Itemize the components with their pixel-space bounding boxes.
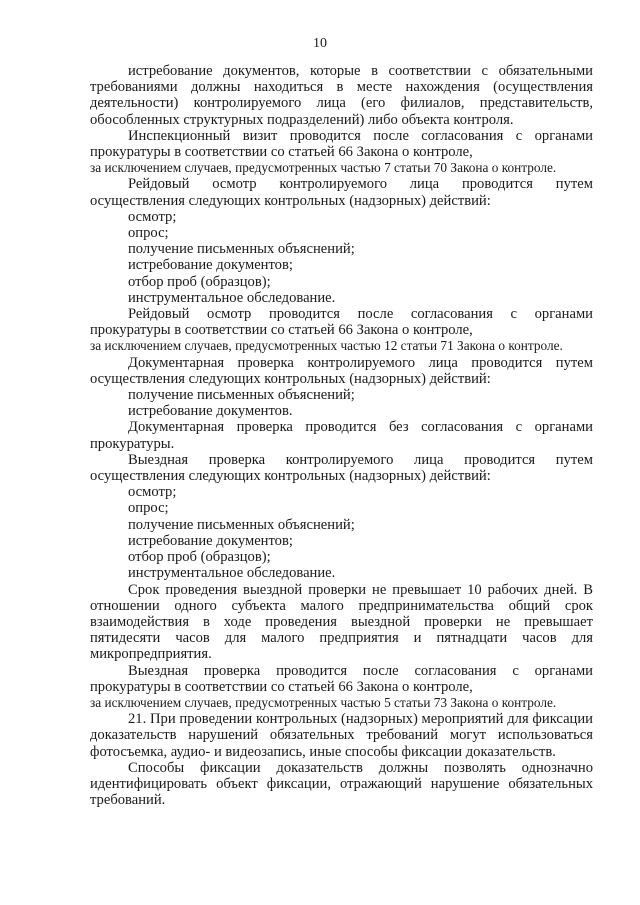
paragraph: за исключением случаев, предусмотренных частью 7 статьи 70 Закона о контроле. — [90, 160, 557, 176]
list-item: отбор проб (образцов); — [128, 273, 271, 290]
list-item: осмотр; — [128, 484, 177, 501]
list-item: получение письменных объяснений; — [128, 387, 355, 404]
list-item: получение письменных объяснений; — [128, 516, 355, 533]
paragraph: Рейдовый осмотр контролируемого лица проводится путем осуществления следующих контрольных (надзорных) действий: — [90, 176, 593, 209]
paragraph: Рейдовый осмотр проводится после согласования с органами прокуратуры в соответствии со статьей 66 Закона о контроле, — [90, 306, 593, 339]
list-item: инструментальное обследование. — [128, 289, 336, 306]
list-item: опрос; — [128, 500, 169, 517]
paragraph: Срок проведения выездной проверки не превышает 10 рабочих дней. В отношении одного субъекта малого предпринимательства общий срок взаимодействия в ходе проведения выездной проверки не превышает пятидесяти часов для малого предприятия и пятнадцати часов для микропредприятия. — [90, 581, 593, 663]
list-item: отбор проб (образцов); — [128, 549, 271, 566]
list-item: истребование документов; — [128, 532, 293, 549]
paragraph: за исключением случаев, предусмотренных частью 5 статьи 73 Закона о контроле. — [90, 694, 557, 710]
paragraph: истребование документов, которые в соответствии с обязательными требованиями должны находиться в месте нахождения (осуществления деятельности) контролируемого лица (его филиалов, представительств, обособленных структурных подразделений) либо объекта контроля. — [90, 63, 593, 128]
paragraph: Выездная проверка проводится после согласования с органами прокуратуры в соответствии со статьей 66 Закона о контроле, — [90, 662, 593, 695]
list-item: истребование документов; — [128, 257, 293, 274]
page-number: 10 — [313, 36, 327, 51]
paragraph: Документарная проверка контролируемого лица проводится путем осуществления следующих контрольных (надзорных) действий: — [90, 354, 593, 387]
list-item: осмотр; — [128, 208, 177, 225]
list-item: получение письменных объяснений; — [128, 241, 355, 258]
paragraph: за исключением случаев, предусмотренных частью 12 статьи 71 Закона о контроле. — [90, 338, 563, 354]
paragraph: 21. При проведении контрольных (надзорных) мероприятий для фиксации доказательств нарушений обязательных требований могут использоваться фотосъемка, аудио- и видеозапись, иные способы фиксации доказательств. — [90, 711, 593, 760]
paragraph: Выездная проверка контролируемого лица проводится путем осуществления следующих контрольных (надзорных) действий: — [90, 451, 593, 485]
list-item: инструментальное обследование. — [128, 565, 336, 582]
document-body — [90, 63, 593, 808]
paragraph: Инспекционный визит проводится после согласования с органами прокуратуры в соответствии со статьей 66 Закона о контроле, — [90, 127, 593, 161]
list-item: опрос; — [128, 225, 169, 242]
paragraph: Документарная проверка проводится без согласования с органами прокуратуры. — [90, 419, 593, 452]
paragraph: Способы фиксации доказательств должны позволять однозначно идентифицировать объект фиксации, отражающий нарушение обязательных требований. — [90, 759, 593, 809]
list-item: истребование документов. — [128, 403, 293, 420]
